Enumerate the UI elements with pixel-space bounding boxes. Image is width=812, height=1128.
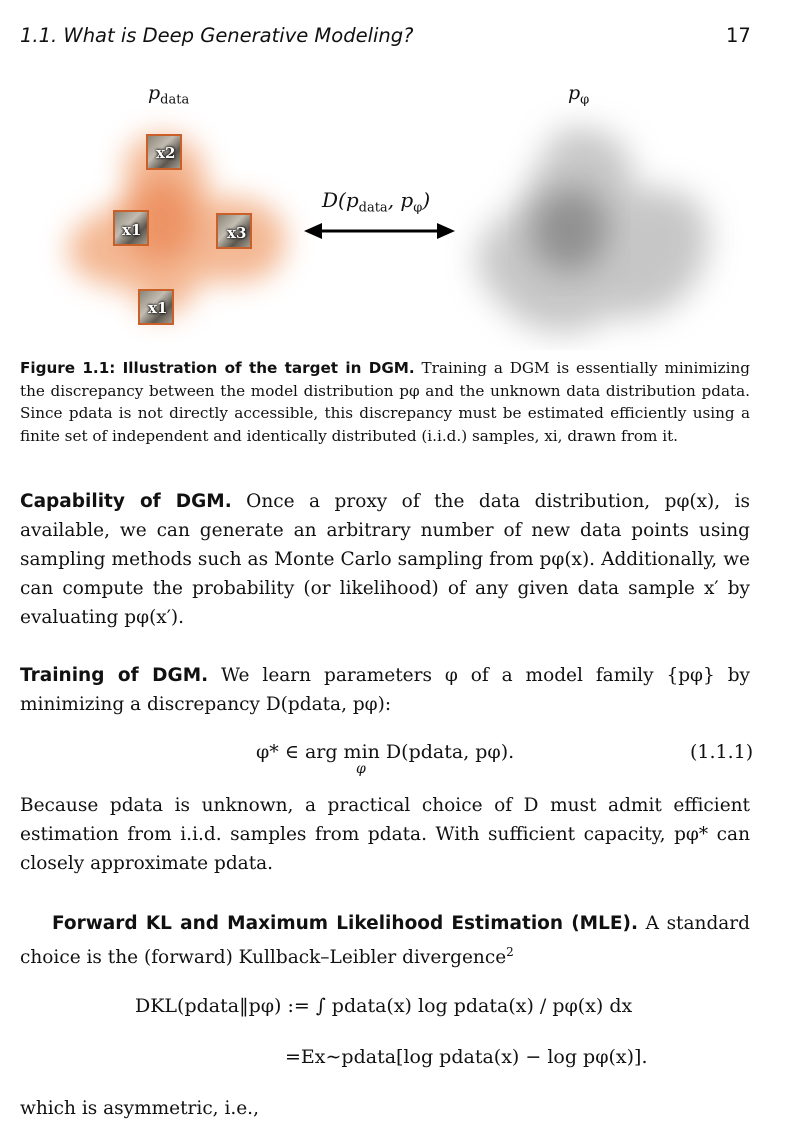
sample-thumbnail-x1-b: [138, 289, 174, 325]
final-line: which is asymmetric, i.e.,: [20, 1098, 259, 1119]
figure-1-1: [0, 70, 812, 350]
forward-kl-paragraph: [20, 909, 750, 972]
training-paragraph: [20, 661, 750, 719]
kl-equation-line-1: DKL(pdata‖pφ) := ∫ pdata(x) log pdata(x) / pφ(x) dx: [135, 995, 633, 1017]
forward-kl-text: A standard choice is the (forward) Kullback–Leibler divergence: [20, 913, 750, 969]
sample-label: x3: [227, 224, 247, 242]
sample-thumbnail-x3: [216, 213, 252, 249]
sample-label: x1: [148, 299, 168, 317]
forward-kl-lead: Forward KL and Maximum Likelihood Estimation (MLE).: [52, 913, 638, 934]
sample-thumbnail-x1: [113, 210, 149, 246]
sample-label: x2: [156, 144, 176, 162]
page-number: 17: [726, 24, 751, 47]
footnote-mark: 2: [506, 945, 514, 959]
training-lead: Training of DGM.: [20, 665, 209, 686]
capability-lead: Capability of DGM.: [20, 491, 232, 512]
capability-paragraph: [20, 487, 750, 632]
caption-lead: Figure 1.1: Illustration of the target in DGM.: [20, 359, 415, 377]
divergence-label: $D(p_{data}$, $p_\varphi$): [322, 188, 431, 216]
figure-caption: [20, 357, 750, 447]
equation-1-1-1: [256, 741, 515, 777]
sample-thumbnail-x2: [146, 134, 182, 170]
sample-label: x1: [122, 221, 142, 239]
caption-text: Training a DGM is essentially minimizing the discrepancy between the model distribution pφ and the unknown data distribution pdata. Since pdata is not directly accessible, this discrepancy must be estimated efficiently using a finite set of independent and identically distributed (i.i.d.) samples, xi, drawn from it.: [20, 359, 750, 445]
equation-1-body: φ* ∈ arg min D(pdata, pφ).: [256, 741, 515, 763]
data-distribution-label: $p_{data}$: [148, 82, 190, 108]
equation-number: (1.1.1): [690, 741, 754, 763]
equation-1-under: φ: [356, 761, 366, 777]
model-distribution-label: $p_\varphi$: [568, 82, 590, 108]
kl-equation-line-2: =Ex∼pdata[log pdata(x) − log pφ(x)].: [285, 1046, 648, 1068]
capability-text: Once a proxy of the data distribution, pφ(x), is available, we can generate an arbitrary number of new data points using sampling methods such as Monte Carlo sampling from pφ(x). Additionally, we can compute the probability (or likelihood) of any given data sample x′ by evaluating pφ(x′).: [20, 491, 751, 628]
running-header-title: 1.1. What is Deep Generative Modeling?: [20, 24, 414, 47]
because-paragraph: Because pdata is unknown, a practical choice of D must admit efficient estimation from i.i.d. samples from pdata. With sufficient capacity, pφ* can closely approximate pdata.: [20, 795, 750, 874]
training-text: We learn parameters φ of a model family {pφ} by minimizing a discrepancy D(pdata, pφ):: [20, 665, 750, 715]
